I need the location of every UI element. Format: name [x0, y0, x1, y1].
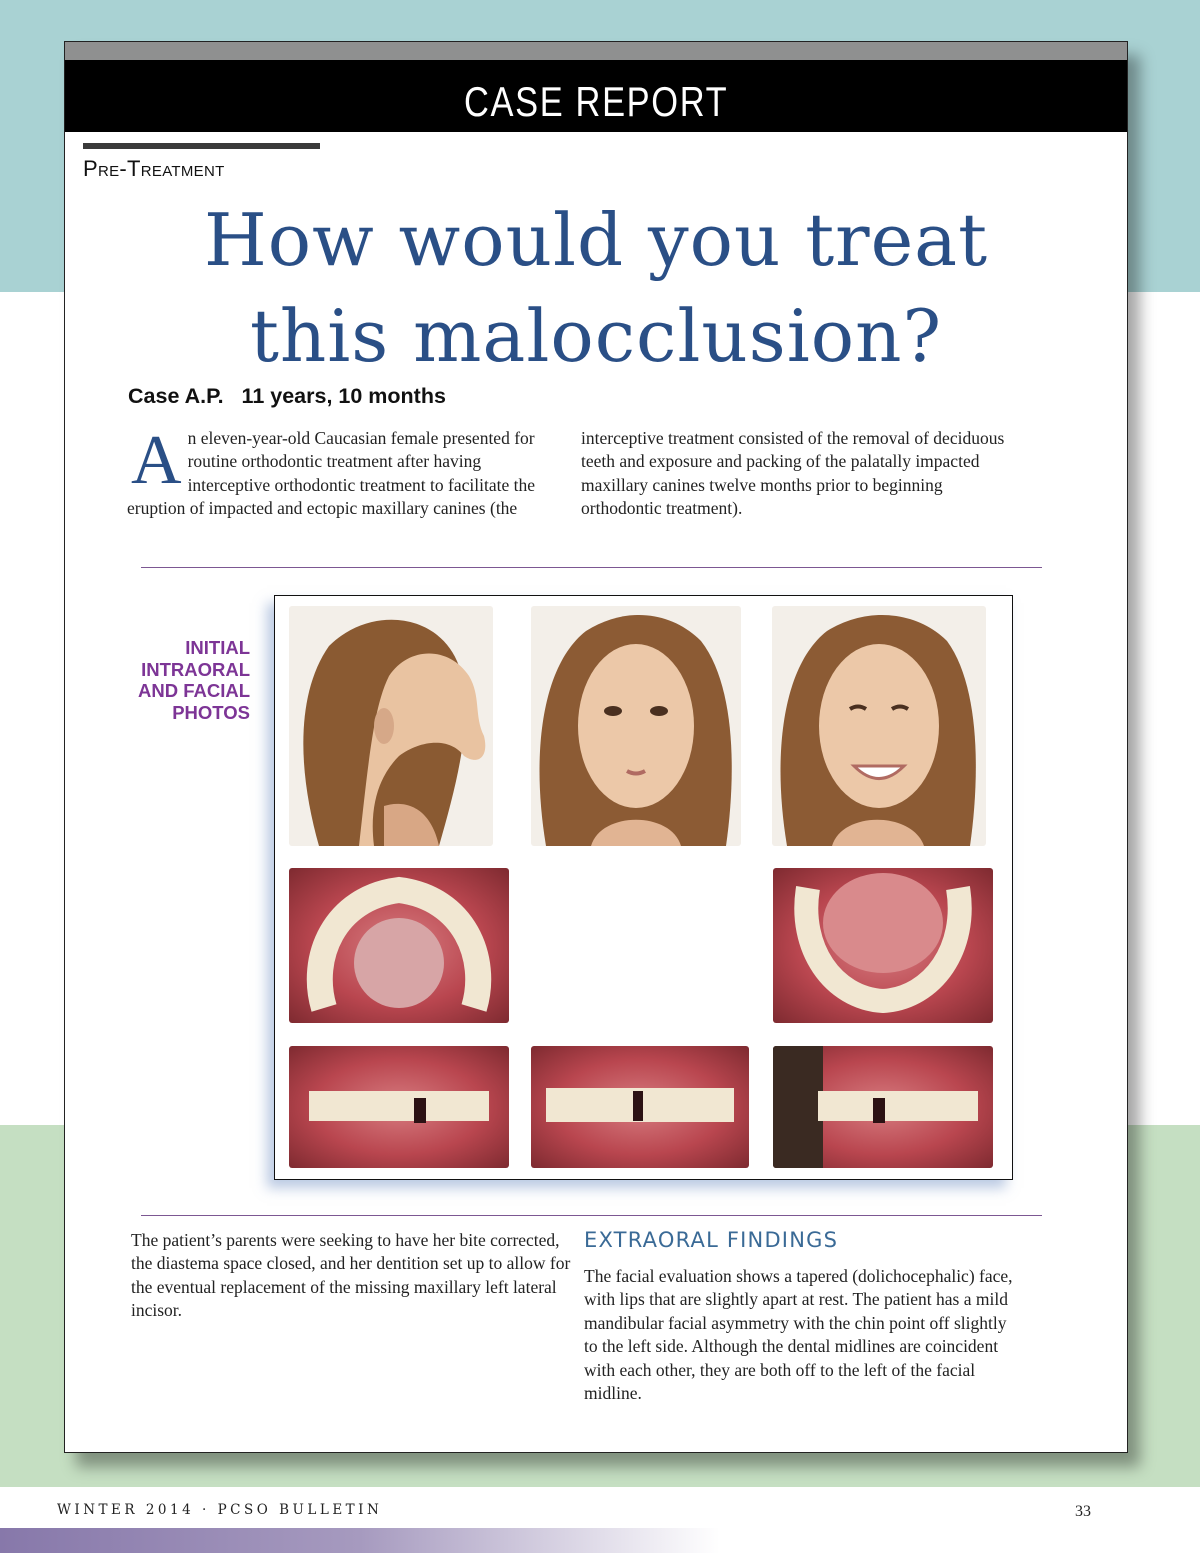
- headline-line-2: this malocclusion?: [249, 294, 943, 378]
- divider-bottom: [141, 1215, 1042, 1216]
- banner-title: CASE REPORT: [463, 78, 729, 125]
- right-buccal-photo: [289, 1046, 509, 1168]
- profile-facial-photo: [289, 606, 493, 846]
- case-report-banner: [65, 60, 1127, 132]
- page-number: 33: [1075, 1503, 1091, 1520]
- extraoral-findings-heading: EXTRAORAL FINDINGS: [584, 1228, 839, 1252]
- lower-occlusal-photo: [773, 868, 993, 1023]
- headline-line-1: How would you treat: [203, 198, 989, 282]
- intro-paragraph: [127, 422, 1007, 521]
- section-label: Pre-Treatment: [83, 156, 225, 181]
- left-buccal-photo: [773, 1046, 993, 1168]
- section-rule: [83, 143, 320, 149]
- case-id: Case A.P.: [128, 384, 224, 408]
- smiling-facial-photo: [772, 606, 986, 846]
- footer-publication: WINTER 2014 · PCSO BULLETIN: [57, 1502, 383, 1518]
- case-age: 11 years, 10 months: [241, 384, 446, 408]
- photo-collage: [274, 595, 1013, 1180]
- divider-top: [141, 567, 1042, 568]
- headline: [65, 192, 1127, 384]
- frontal-intraoral-photo: [531, 1046, 749, 1168]
- photos-caption-line: INITIAL: [185, 637, 250, 658]
- article-page: [64, 41, 1128, 1453]
- photos-caption-line: PHOTOS: [172, 701, 250, 723]
- upper-occlusal-photo: [289, 868, 509, 1023]
- frontal-facial-photo: [531, 606, 741, 846]
- patient-goals-paragraph: The patient’s parents were seeking to have her bite corrected, the diastema space closed, and her dentition set up to allow for the eventual replacement of the missing maxillary left lateral incisor.: [131, 1230, 571, 1321]
- top-gray-strip: [65, 42, 1127, 60]
- photos-caption-line: AND FACIAL: [137, 680, 250, 701]
- photos-caption-line: INTRAORAL: [141, 658, 250, 680]
- photos-caption: [105, 637, 250, 723]
- drop-cap: A: [131, 422, 182, 499]
- case-identifier: [128, 384, 446, 409]
- intro-text: n eleven-year-old Caucasian female presented for routine orthodontic treatment after having interceptive orthodontic treatment to facilitate the eruption of impacted and ectopic maxillary canines (the interceptive treatment consisted of the removal of deciduous teeth and exposure and packing of the palatally impacted maxillary canines twelve months prior to beginning orthodontic treatment).: [127, 428, 1005, 519]
- extraoral-findings-text: The facial evaluation shows a tapered (dolichocephalic) face, with lips that are slightly apart at rest. The patient has a mild mandibular facial asymmetry with the chin point off slightly to the left side. Although the dental midlines are coincident with each other, they are both off to the left of the facial midline.: [584, 1266, 1013, 1404]
- footer-gradient-bar: [0, 1528, 720, 1553]
